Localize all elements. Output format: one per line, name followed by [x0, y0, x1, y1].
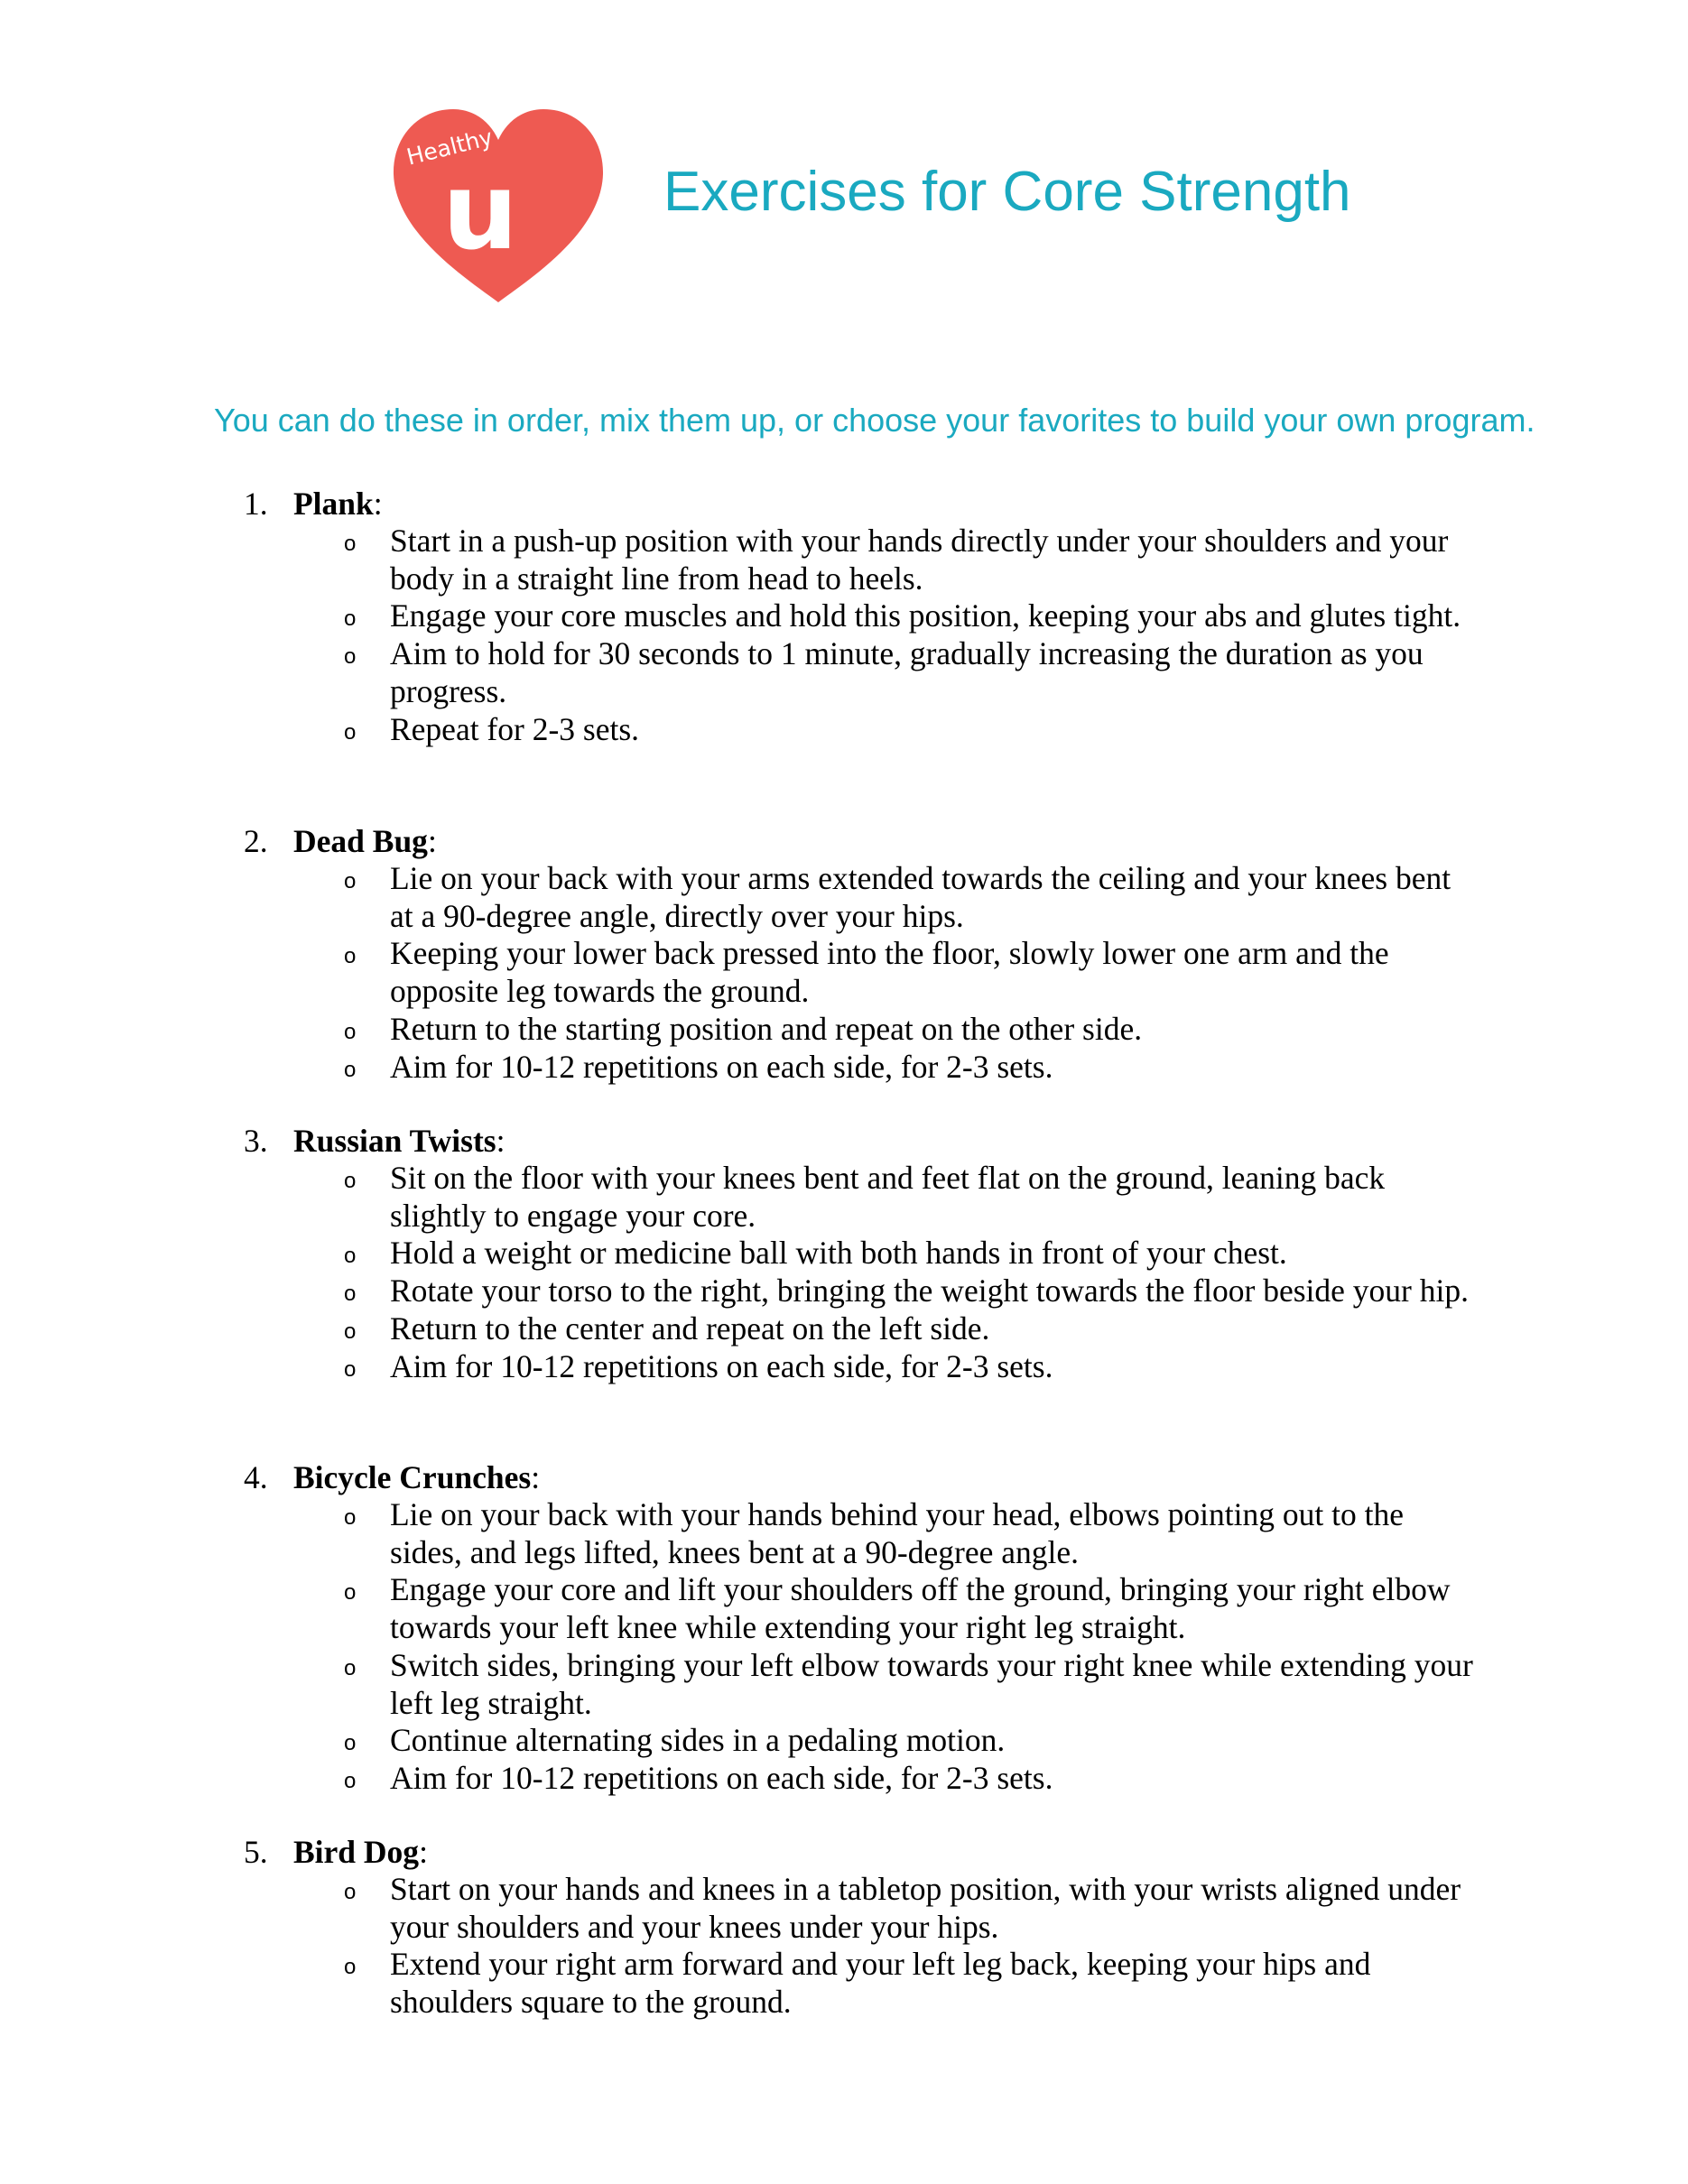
step-text: Keeping your lower back pressed into the floor, slowly lower one arm and the opposite leg towards the ground. — [390, 935, 1389, 1010]
exercise-title — [293, 822, 437, 860]
step-text: Return to the starting position and repeat on the other side. — [390, 1010, 1143, 1047]
step-text: Hold a weight or medicine ball with both hands in front of your chest. — [390, 1235, 1287, 1272]
circle-bullet: o — [344, 1319, 357, 1344]
circle-bullet: o — [344, 1655, 357, 1680]
circle-bullet: o — [344, 1880, 357, 1904]
circle-bullet: o — [344, 1955, 357, 1980]
circle-bullet: o — [344, 1282, 357, 1307]
step-list — [0, 1160, 1688, 1385]
step-list — [0, 1496, 1688, 1798]
exercise-number: 3. — [244, 1123, 268, 1159]
logo-healthy-text: Healthy — [403, 124, 496, 171]
step-list — [0, 523, 1688, 748]
list-item — [0, 860, 1473, 935]
step-text: Lie on your back with your arms extended towards the ceiling and your knees bent at a 90-degree angle, directly over your hips. — [390, 860, 1451, 934]
step-text: Repeat for 2-3 sets. — [390, 710, 640, 747]
list-item — [0, 1722, 1473, 1760]
circle-bullet: o — [344, 1019, 357, 1044]
exercise-title — [293, 1833, 428, 1871]
list-item — [0, 1760, 1473, 1798]
list-item — [0, 935, 1473, 1010]
circle-bullet: o — [344, 869, 357, 893]
circle-bullet: o — [344, 1768, 357, 1793]
exercise-number: 2. — [244, 823, 268, 859]
step-text: Continue alternating sides in a pedaling motion. — [390, 1722, 1006, 1759]
exercise-name: Russian Twists — [293, 1123, 496, 1159]
exercise-bicycle-crunches — [0, 1458, 1688, 1798]
list-item — [0, 635, 1473, 710]
circle-bullet: o — [344, 644, 357, 670]
step-text: Return to the center and repeat on the left side. — [390, 1309, 990, 1346]
exercise-colon: : — [419, 1834, 428, 1870]
step-text: Engage your core and lift your shoulders off the ground, bringing your right elbow towards your left knee while extending your right leg straight. — [390, 1571, 1451, 1646]
step-text: Extend your right arm forward and your left leg back, keeping your hips and shoulders square to the ground. — [390, 1946, 1371, 2021]
list-item — [0, 1348, 1473, 1386]
step-text: Lie on your back with your hands behind your head, elbows pointing out to the sides, and legs lifted, knees bent at a 90-degree angle. — [390, 1496, 1404, 1570]
intro-text: You can do these in order, mix them up, or choose your favorites to build your own program. — [214, 402, 1535, 439]
circle-bullet: o — [344, 606, 357, 632]
step-text: Aim for 10-12 repetitions on each side, for 2-3 sets. — [390, 1048, 1053, 1085]
exercise-name: Plank — [293, 486, 374, 522]
circle-bullet: o — [344, 1505, 357, 1530]
exercise-title — [293, 1458, 540, 1496]
step-text: Aim for 10-12 repetitions on each side, for 2-3 sets. — [390, 1759, 1053, 1796]
logo-u-letter: u — [442, 149, 519, 273]
list-item — [0, 1235, 1473, 1272]
step-text: Start in a push-up position with your hands directly under your shoulders and your body in a straight line from head to heels. — [390, 523, 1449, 597]
list-item — [0, 523, 1473, 597]
step-list — [0, 1871, 1688, 2022]
circle-bullet: o — [344, 532, 357, 556]
list-item — [0, 1011, 1473, 1049]
list-item — [0, 1647, 1473, 1722]
healthy-u-heart-logo — [390, 106, 607, 308]
list-item — [0, 1310, 1473, 1348]
exercise-name: Dead Bug — [293, 823, 428, 859]
step-list — [0, 860, 1688, 1086]
circle-bullet: o — [344, 1731, 357, 1756]
list-item — [0, 1160, 1473, 1235]
circle-bullet: o — [344, 719, 357, 745]
exercise-bird-dog — [0, 1833, 1688, 2022]
exercise-colon: : — [531, 1459, 541, 1495]
step-text: Switch sides, bringing your left elbow towards your right knee while extending your left leg straight. — [390, 1646, 1473, 1721]
exercise-title — [293, 485, 383, 523]
exercise-colon: : — [427, 823, 437, 859]
list-item — [0, 711, 1473, 749]
exercise-dead-bug — [0, 822, 1688, 1086]
list-item — [0, 1272, 1473, 1310]
circle-bullet: o — [344, 1057, 357, 1082]
step-text: Engage your core muscles and hold this position, keeping your abs and glutes tight. — [390, 597, 1461, 634]
exercise-name: Bird Dog — [293, 1834, 420, 1870]
exercise-name: Bicycle Crunches — [293, 1459, 532, 1495]
step-text: Sit on the floor with your knees bent and feet flat on the ground, leaning back slightly to engage your core. — [390, 1160, 1386, 1234]
list-item — [0, 1946, 1473, 2021]
list-item — [0, 597, 1473, 635]
exercise-number: 5. — [244, 1834, 268, 1870]
circle-bullet: o — [344, 1244, 357, 1269]
step-text: Aim for 10-12 repetitions on each side, for 2-3 sets. — [390, 1347, 1053, 1384]
list-item — [0, 1049, 1473, 1087]
step-text: Rotate your torso to the right, bringing the weight towards the floor beside your hip. — [390, 1272, 1469, 1309]
exercise-colon: : — [496, 1123, 505, 1159]
list-item — [0, 1496, 1473, 1571]
exercise-colon: : — [373, 486, 383, 522]
page-title: Exercises for Core Strength — [663, 161, 1351, 223]
exercise-heading — [0, 1833, 1688, 1871]
list-item — [0, 1871, 1473, 1946]
exercise-number: 4. — [244, 1459, 268, 1495]
exercise-heading — [0, 1122, 1688, 1160]
circle-bullet: o — [344, 1356, 357, 1382]
exercise-heading — [0, 485, 1688, 523]
circle-bullet: o — [344, 1169, 357, 1193]
exercise-number: 1. — [244, 486, 268, 522]
circle-bullet: o — [344, 1580, 357, 1606]
exercise-russian-twists — [0, 1122, 1688, 1385]
exercise-heading — [0, 1458, 1688, 1496]
circle-bullet: o — [344, 944, 357, 969]
exercise-title — [293, 1122, 505, 1160]
step-text: Aim to hold for 30 seconds to 1 minute, gradually increasing the duration as you progress. — [390, 635, 1424, 709]
list-item — [0, 1571, 1473, 1646]
exercise-heading — [0, 822, 1688, 860]
step-text: Start on your hands and knees in a tabletop position, with your wrists aligned under your shoulders and your knees under your hips. — [390, 1871, 1461, 1945]
exercise-plank — [0, 485, 1688, 748]
